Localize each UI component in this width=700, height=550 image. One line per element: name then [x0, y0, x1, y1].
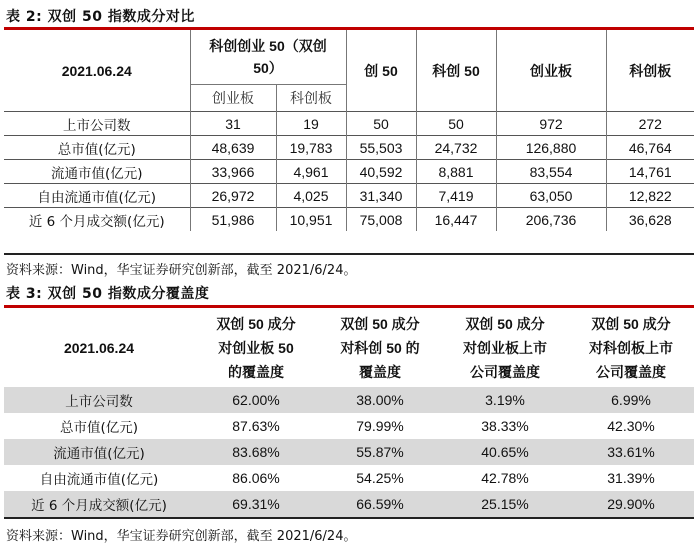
cell: 26,972 [190, 184, 276, 208]
table2 [4, 309, 694, 517]
cell: 3.19% [442, 387, 568, 413]
row-label: 近 6 个月成交额(亿元) [4, 208, 190, 232]
cell: 206,736 [496, 208, 606, 232]
table1-group-header-line1: 科创创业 50（双创 [209, 38, 327, 54]
cell: 272 [606, 112, 694, 136]
cell: 38.00% [318, 387, 442, 413]
table2-caption [6, 283, 209, 303]
table-row [4, 439, 694, 465]
cell: 7,419 [416, 184, 496, 208]
cell: 19,783 [276, 136, 346, 160]
table-row [4, 184, 694, 208]
table1-sub-header-cyb: 创业板 [190, 85, 276, 112]
row-label: 流通市值(亿元) [4, 439, 194, 465]
table2-top-rule [4, 305, 694, 308]
cell: 48,639 [190, 136, 276, 160]
cell: 55.87% [318, 439, 442, 465]
table-row [4, 136, 694, 160]
table-row [4, 208, 694, 232]
cell: 83.68% [194, 439, 318, 465]
header-line: 双创 50 成分 [465, 316, 545, 332]
table1 [4, 30, 694, 231]
row-label: 总市值(亿元) [4, 136, 190, 160]
table1-source-note: 资料来源：Wind，华宝证券研究创新部，截至 2021/6/24。 [6, 263, 357, 278]
header-line: 双创 50 成分 [591, 316, 671, 332]
cell: 36,628 [606, 208, 694, 232]
table1-col-header-kc50: 科创 50 [416, 30, 496, 112]
table1-caption [6, 6, 195, 26]
cell: 42.78% [481, 470, 529, 486]
table2-col-header-kcb-coverage [568, 309, 694, 387]
row-label: 自由流通市值(亿元) [39, 472, 159, 488]
header-line: 对科创板上市 [589, 340, 673, 356]
cell: 24,732 [416, 136, 496, 160]
row-label: 总市值(亿元) [59, 420, 139, 436]
row-label: 上市公司数 [4, 112, 190, 136]
row-label: 近 6 个月成交额(亿元) [4, 491, 194, 517]
table2-caption-prefix: 表 3: [6, 286, 43, 302]
cell: 66.59% [318, 491, 442, 517]
cell: 55,503 [346, 136, 416, 160]
cell: 4,961 [276, 160, 346, 184]
cell: 54.25% [356, 470, 404, 486]
cell: 6.99% [568, 387, 694, 413]
cell: 62.00% [194, 387, 318, 413]
table1-sub-header-kcb: 科创板 [276, 85, 346, 112]
cell: 972 [496, 112, 606, 136]
row-label: 自由流通市值(亿元) [4, 184, 190, 208]
cell: 19 [276, 112, 346, 136]
cell: 31,340 [346, 184, 416, 208]
table2-col-header-kc50-coverage [318, 309, 442, 387]
header-line: 对创业板上市 [463, 340, 547, 356]
cell: 40.65% [442, 439, 568, 465]
cell: 126,880 [496, 136, 606, 160]
table-row [4, 160, 694, 184]
cell: 79.99% [356, 418, 404, 434]
table1-col-header-cyb: 创业板 [496, 30, 606, 112]
cell: 40,592 [346, 160, 416, 184]
cell: 25.15% [442, 491, 568, 517]
cell: 50 [346, 112, 416, 136]
cell: 33.61% [568, 439, 694, 465]
header-line: 双创 50 成分 [340, 316, 420, 332]
cell: 86.06% [232, 470, 280, 486]
cell: 46,764 [606, 136, 694, 160]
table2-source-note: 资料来源：Wind，华宝证券研究创新部，截至 2021/6/24。 [6, 529, 357, 544]
cell: 50 [416, 112, 496, 136]
table-row [4, 112, 694, 136]
cell: 31.39% [607, 470, 655, 486]
cell: 38.33% [481, 418, 529, 434]
table-row [4, 387, 694, 413]
cell: 10,951 [276, 208, 346, 232]
cell: 87.63% [232, 418, 280, 434]
header-line: 的覆盖度 [228, 364, 284, 380]
cell: 83,554 [496, 160, 606, 184]
header-line: 对科创 50 的 [340, 340, 420, 356]
table2-caption-text: 双创 50 指数成分覆盖度 [47, 286, 210, 302]
cell: 29.90% [568, 491, 694, 517]
cell: 12,822 [606, 184, 694, 208]
cell: 4,025 [276, 184, 346, 208]
table-row [4, 465, 694, 491]
row-label: 上市公司数 [4, 387, 194, 413]
table-row [4, 491, 694, 517]
table2-col-header-cy50-coverage [194, 309, 318, 387]
cell: 63,050 [496, 184, 606, 208]
table1-col-header-cy50: 创 50 [346, 30, 416, 112]
table1-caption-text: 双创 50 指数成分对比 [47, 9, 195, 25]
header-line: 公司覆盖度 [470, 364, 540, 380]
table1-date-header: 2021.06.24 [61, 62, 132, 79]
table-row [4, 413, 694, 439]
cell: 16,447 [416, 208, 496, 232]
cell: 33,966 [190, 160, 276, 184]
cell: 31 [190, 112, 276, 136]
cell: 8,881 [416, 160, 496, 184]
table1-group-header [190, 30, 346, 85]
table1-caption-prefix: 表 2: [6, 9, 43, 25]
cell: 14,761 [606, 160, 694, 184]
table2-col-header-cyb-coverage [442, 309, 568, 387]
cell: 75,008 [346, 208, 416, 232]
table2-bottom-rule [4, 517, 694, 519]
cell: 42.30% [607, 418, 655, 434]
header-line: 对创业板 50 [218, 340, 294, 356]
header-line: 覆盖度 [359, 364, 401, 380]
table2-date-header: 2021.06.24 [63, 340, 135, 356]
header-line: 公司覆盖度 [596, 364, 666, 380]
cell: 51,986 [190, 208, 276, 232]
table1-col-header-kcb: 科创板 [606, 30, 694, 112]
header-line: 双创 50 成分 [216, 316, 296, 332]
cell: 69.31% [194, 491, 318, 517]
row-label: 流通市值(亿元) [4, 160, 190, 184]
table1-group-header-line2: 50） [253, 60, 283, 76]
table1-bottom-rule [4, 253, 694, 255]
